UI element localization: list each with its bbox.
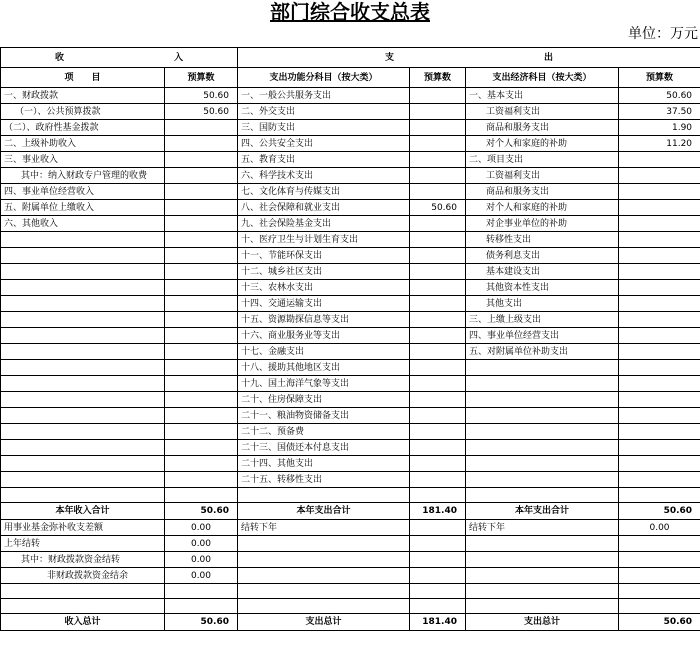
func-item: 三、国防支出	[238, 120, 410, 136]
econ-budget	[619, 568, 700, 584]
income-total-value: 50.60	[165, 503, 238, 520]
income-total-label: 收入总计	[1, 614, 165, 631]
func-item: 六、科学技术支出	[238, 168, 410, 184]
func-item: 十八、援助其他地区支出	[238, 360, 410, 376]
income-item	[1, 280, 165, 296]
func-budget	[410, 136, 466, 152]
func-item	[238, 552, 410, 568]
income-budget	[165, 280, 238, 296]
header-income-item: 项 目	[1, 68, 165, 88]
func-budget	[410, 344, 466, 360]
income-budget	[165, 168, 238, 184]
income-item	[1, 424, 165, 440]
income-item: 三、事业收入	[1, 152, 165, 168]
func-item: 十五、资源勘探信息等支出	[238, 312, 410, 328]
income-budget	[165, 136, 238, 152]
econ-item	[466, 424, 619, 440]
func-item: 二十三、国债还本付息支出	[238, 440, 410, 456]
func-budget	[410, 360, 466, 376]
empty-cell	[1, 584, 165, 599]
spacer-row	[1, 488, 700, 503]
budget-table	[0, 47, 700, 631]
econ-budget	[619, 472, 700, 488]
income-item: 其中：纳入财政专户管理的收费	[1, 168, 165, 184]
empty-cell	[466, 599, 619, 614]
income-budget	[165, 360, 238, 376]
empty-cell	[410, 584, 466, 599]
func-budget	[410, 328, 466, 344]
func-item: 二、外交支出	[238, 104, 410, 120]
income-item: 非财政拨款资金结余	[1, 568, 165, 584]
econ-item: 其他支出	[466, 296, 619, 312]
econ-item: 三、上缴上级支出	[466, 312, 619, 328]
func-item: 十二、城乡社区支出	[238, 264, 410, 280]
column-header-row	[1, 68, 700, 88]
income-item: （一）、公共预算拨款	[1, 104, 165, 120]
income-budget	[165, 456, 238, 472]
econ-budget	[619, 232, 700, 248]
table-row	[1, 104, 700, 120]
empty-cell	[466, 488, 619, 503]
econ-budget: 1.90	[619, 120, 700, 136]
table-row	[1, 296, 700, 312]
empty-cell	[165, 584, 238, 599]
func-budget	[410, 536, 466, 552]
income-total-label: 本年收入合计	[1, 503, 165, 520]
income-budget	[165, 312, 238, 328]
func-budget	[410, 216, 466, 232]
econ-budget	[619, 168, 700, 184]
econ-budget: 0.00	[619, 520, 700, 536]
func-item: 八、社会保障和就业支出	[238, 200, 410, 216]
econ-total-value: 50.60	[619, 503, 700, 520]
empty-cell	[1, 599, 165, 614]
table-row	[1, 168, 700, 184]
income-budget	[165, 344, 238, 360]
income-item: 上年结转	[1, 536, 165, 552]
func-budget	[410, 296, 466, 312]
func-budget	[410, 392, 466, 408]
func-item: 二十、住房保障支出	[238, 392, 410, 408]
empty-cell	[238, 488, 410, 503]
carryover-row	[1, 536, 700, 552]
econ-item	[466, 376, 619, 392]
income-budget	[165, 248, 238, 264]
income-budget	[165, 392, 238, 408]
func-item: 十、医疗卫生与计划生育支出	[238, 232, 410, 248]
income-budget	[165, 328, 238, 344]
econ-budget: 11.20	[619, 136, 700, 152]
income-budget: 50.60	[165, 104, 238, 120]
econ-item: 商品和服务支出	[466, 184, 619, 200]
econ-budget	[619, 392, 700, 408]
income-item: 六、其他收入	[1, 216, 165, 232]
header-income-budget: 预算数	[165, 68, 238, 88]
func-budget	[410, 184, 466, 200]
table-row	[1, 248, 700, 264]
spacer-row	[1, 599, 700, 614]
grand-total-row	[1, 614, 700, 631]
func-budget	[410, 88, 466, 104]
econ-item: 转移性支出	[466, 232, 619, 248]
income-budget: 0.00	[165, 568, 238, 584]
table-row	[1, 264, 700, 280]
econ-budget	[619, 280, 700, 296]
section-income: 收 入	[1, 48, 238, 68]
empty-cell	[410, 599, 466, 614]
empty-cell	[238, 599, 410, 614]
report-title: 部门综合收支总表	[270, 0, 430, 24]
econ-item	[466, 408, 619, 424]
income-budget: 50.60	[165, 88, 238, 104]
func-item: 五、教育支出	[238, 152, 410, 168]
income-budget	[165, 472, 238, 488]
func-budget	[410, 440, 466, 456]
econ-item: 四、事业单位经营支出	[466, 328, 619, 344]
econ-item: 对企事业单位的补助	[466, 216, 619, 232]
section-header-row	[1, 48, 700, 68]
income-item	[1, 344, 165, 360]
spacer-row	[1, 584, 700, 599]
econ-budget	[619, 312, 700, 328]
income-item	[1, 296, 165, 312]
income-budget: 0.00	[165, 520, 238, 536]
carryover-row	[1, 520, 700, 536]
income-budget	[165, 152, 238, 168]
func-item: 二十一、粮油物资储备支出	[238, 408, 410, 424]
table-row	[1, 216, 700, 232]
econ-item	[466, 536, 619, 552]
func-item: 结转下年	[238, 520, 410, 536]
income-item	[1, 392, 165, 408]
func-item: 二十四、其他支出	[238, 456, 410, 472]
table-row	[1, 184, 700, 200]
income-item	[1, 472, 165, 488]
income-budget	[165, 376, 238, 392]
table-row	[1, 360, 700, 376]
income-item	[1, 360, 165, 376]
table-row	[1, 312, 700, 328]
econ-item	[466, 568, 619, 584]
func-item: 十四、交通运输支出	[238, 296, 410, 312]
econ-budget	[619, 296, 700, 312]
table-row	[1, 344, 700, 360]
income-item	[1, 264, 165, 280]
econ-item: 对个人和家庭的补助	[466, 136, 619, 152]
econ-item: 对个人和家庭的补助	[466, 200, 619, 216]
econ-item: 基本建设支出	[466, 264, 619, 280]
econ-item	[466, 360, 619, 376]
func-item: 七、文化体育与传媒支出	[238, 184, 410, 200]
func-item: 九、社会保险基金支出	[238, 216, 410, 232]
income-budget	[165, 184, 238, 200]
header-func-budget: 预算数	[410, 68, 466, 88]
func-total-value: 181.40	[410, 614, 466, 631]
income-item	[1, 376, 165, 392]
header-econ-item: 支出经济科目（按大类）	[466, 68, 619, 88]
year-total-row	[1, 503, 700, 520]
econ-item: 二、项目支出	[466, 152, 619, 168]
econ-item	[466, 440, 619, 456]
econ-item	[466, 472, 619, 488]
income-item	[1, 248, 165, 264]
econ-budget	[619, 200, 700, 216]
header-func-item: 支出功能分科目（按大类）	[238, 68, 410, 88]
econ-budget	[619, 344, 700, 360]
income-item	[1, 328, 165, 344]
func-item: 二十二、预备费	[238, 424, 410, 440]
func-item: 一、一般公共服务支出	[238, 88, 410, 104]
func-item: 十一、节能环保支出	[238, 248, 410, 264]
func-total-value: 181.40	[410, 503, 466, 520]
econ-item: 工资福利支出	[466, 168, 619, 184]
unit-label: 单位：万元	[628, 26, 698, 42]
table-row	[1, 392, 700, 408]
econ-budget	[619, 440, 700, 456]
func-budget: 50.60	[410, 200, 466, 216]
section-expense: 支 出	[238, 48, 700, 68]
table-row	[1, 232, 700, 248]
econ-item: 五、对附属单位补助支出	[466, 344, 619, 360]
table-row	[1, 88, 700, 104]
econ-total-label: 支出总计	[466, 614, 619, 631]
func-item	[238, 536, 410, 552]
income-item: （二）、政府性基金拨款	[1, 120, 165, 136]
func-budget	[410, 104, 466, 120]
income-budget	[165, 200, 238, 216]
empty-cell	[165, 599, 238, 614]
func-item: 十六、商业服务业等支出	[238, 328, 410, 344]
func-item: 二十五、转移性支出	[238, 472, 410, 488]
econ-item: 一、基本支出	[466, 88, 619, 104]
econ-item: 商品和服务支出	[466, 120, 619, 136]
func-item: 十九、国土海洋气象等支出	[238, 376, 410, 392]
func-total-label: 本年支出合计	[238, 503, 410, 520]
func-item: 十七、金融支出	[238, 344, 410, 360]
func-budget	[410, 280, 466, 296]
econ-budget	[619, 456, 700, 472]
econ-item	[466, 456, 619, 472]
func-item: 十三、农林水支出	[238, 280, 410, 296]
func-budget	[410, 120, 466, 136]
empty-cell	[619, 488, 700, 503]
econ-total-label: 本年支出合计	[466, 503, 619, 520]
income-budget	[165, 120, 238, 136]
func-budget	[410, 456, 466, 472]
table-row	[1, 472, 700, 488]
econ-budget	[619, 328, 700, 344]
income-item: 一、财政拨款	[1, 88, 165, 104]
income-budget: 0.00	[165, 536, 238, 552]
func-budget	[410, 248, 466, 264]
econ-budget	[619, 264, 700, 280]
empty-cell	[238, 584, 410, 599]
income-item	[1, 408, 165, 424]
income-item	[1, 456, 165, 472]
func-budget	[410, 264, 466, 280]
empty-cell	[619, 584, 700, 599]
econ-budget	[619, 152, 700, 168]
income-item: 用事业基金弥补收支差额	[1, 520, 165, 536]
func-budget	[410, 472, 466, 488]
econ-budget	[619, 184, 700, 200]
empty-cell	[165, 488, 238, 503]
econ-budget	[619, 408, 700, 424]
func-budget	[410, 312, 466, 328]
income-item: 二、上级补助收入	[1, 136, 165, 152]
table-row	[1, 152, 700, 168]
econ-total-value: 50.60	[619, 614, 700, 631]
carryover-row	[1, 552, 700, 568]
func-budget	[410, 552, 466, 568]
econ-budget	[619, 360, 700, 376]
carryover-row	[1, 568, 700, 584]
income-item	[1, 440, 165, 456]
table-row	[1, 328, 700, 344]
econ-budget	[619, 248, 700, 264]
header-econ-budget: 预算数	[619, 68, 700, 88]
table-row	[1, 280, 700, 296]
income-item: 四、事业单位经营收入	[1, 184, 165, 200]
table-row	[1, 424, 700, 440]
econ-budget	[619, 536, 700, 552]
func-total-label: 支出总计	[238, 614, 410, 631]
table-row	[1, 456, 700, 472]
func-budget	[410, 232, 466, 248]
income-budget	[165, 440, 238, 456]
func-budget	[410, 424, 466, 440]
econ-budget: 37.50	[619, 104, 700, 120]
econ-budget	[619, 376, 700, 392]
income-total-value: 50.60	[165, 614, 238, 631]
table-row	[1, 200, 700, 216]
empty-cell	[410, 488, 466, 503]
income-budget	[165, 232, 238, 248]
econ-item: 工资福利支出	[466, 104, 619, 120]
econ-item	[466, 392, 619, 408]
table-row	[1, 376, 700, 392]
econ-item: 债务利息支出	[466, 248, 619, 264]
table-row	[1, 120, 700, 136]
func-item	[238, 568, 410, 584]
econ-budget	[619, 552, 700, 568]
table-row	[1, 440, 700, 456]
table-row	[1, 408, 700, 424]
income-item	[1, 312, 165, 328]
econ-budget	[619, 424, 700, 440]
income-item	[1, 232, 165, 248]
empty-cell	[619, 599, 700, 614]
table-row	[1, 136, 700, 152]
econ-item: 其他资本性支出	[466, 280, 619, 296]
econ-item	[466, 552, 619, 568]
func-budget	[410, 152, 466, 168]
econ-budget	[619, 216, 700, 232]
empty-cell	[1, 488, 165, 503]
income-budget	[165, 424, 238, 440]
func-budget	[410, 168, 466, 184]
income-budget	[165, 216, 238, 232]
func-budget	[410, 408, 466, 424]
income-budget	[165, 296, 238, 312]
empty-cell	[466, 584, 619, 599]
func-budget	[410, 568, 466, 584]
func-item: 四、公共安全支出	[238, 136, 410, 152]
func-budget	[410, 376, 466, 392]
income-budget: 0.00	[165, 552, 238, 568]
income-item: 五、附属单位上缴收入	[1, 200, 165, 216]
income-budget	[165, 408, 238, 424]
func-budget	[410, 520, 466, 536]
income-budget	[165, 264, 238, 280]
income-item: 其中：财政拨款资金结转	[1, 552, 165, 568]
econ-budget: 50.60	[619, 88, 700, 104]
econ-item: 结转下年	[466, 520, 619, 536]
